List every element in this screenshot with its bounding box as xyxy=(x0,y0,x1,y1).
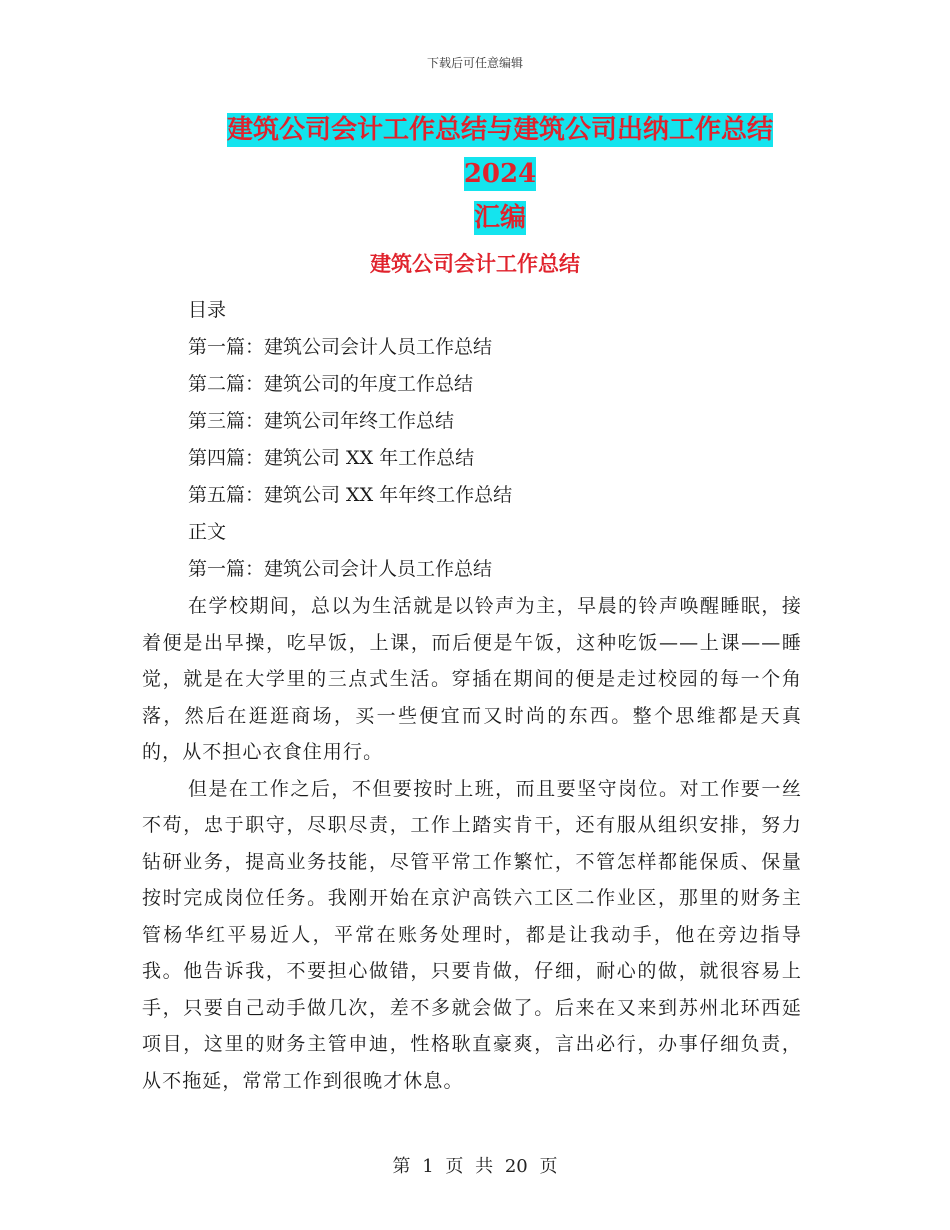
paragraph: 在学校期间，总以为生活就是以铃声为主，早晨的铃声唤醒睡眠，接着便是出早操，吃早饭，上课，而后便是午饭，这种吃饭——上课——睡觉，就是在大学里的三点式生活。穿插在期间的便是走过校园的每一个角落，然后在逛逛商场，买一些便宜而又时尚的东西。整个思维都是天真的，从不担心衣食住用行。 xyxy=(142,595,802,763)
toc-label: 目录 xyxy=(188,299,227,321)
toc-item: 第二篇：建筑公司的年度工作总结 xyxy=(188,373,474,395)
document-title-line2: 汇编 xyxy=(473,203,526,233)
body-label: 正文 xyxy=(188,521,227,543)
page-footer: 第 1 页 共 20 页 xyxy=(392,1156,558,1177)
toc-item: 第五篇：建筑公司 XX 年年终工作总结 xyxy=(188,484,513,506)
toc-item: 第三篇：建筑公司年终工作总结 xyxy=(188,410,455,432)
body-text xyxy=(142,588,802,1099)
toc-item: 第四篇：建筑公司 XX 年工作总结 xyxy=(188,447,475,469)
section-title: 建筑公司会计工作总结 xyxy=(370,251,580,276)
header-note: 下载后可任意编辑 xyxy=(426,56,523,70)
chapter-heading: 第一篇：建筑公司会计人员工作总结 xyxy=(188,558,493,580)
table-of-contents xyxy=(188,292,512,588)
toc-item: 第一篇：建筑公司会计人员工作总结 xyxy=(188,336,493,358)
document-title-line1: 建筑公司会计工作总结与建筑公司出纳工作总结 2024 xyxy=(226,115,773,189)
document-title xyxy=(190,108,810,240)
paragraph: 但是在工作之后，不但要按时上班，而且要坚守岗位。对工作要一丝不苟，忠于职守，尽职尽责，工作上踏实肯干，还有服从组织安排，努力钻研业务，提高业务技能，尽管平常工作繁忙，不管怎样都能保质、保量按时完成岗位任务。我刚开始在京沪高铁六工区二作业区，那里的财务主管杨华红平易近人，平常在账务处理时，都是让我动手，他在旁边指导我。他告诉我，不要担心做错，只要肯做，仔细，耐心的做，就很容易上手，只要自己动手做几次，差不多就会做了。后来在又来到苏州北环西延项目，这里的财务主管申迪，性格耿直豪爽，言出必行，办事仔细负责，从不拖延，常常工作到很晚才休息。 xyxy=(142,777,802,1092)
